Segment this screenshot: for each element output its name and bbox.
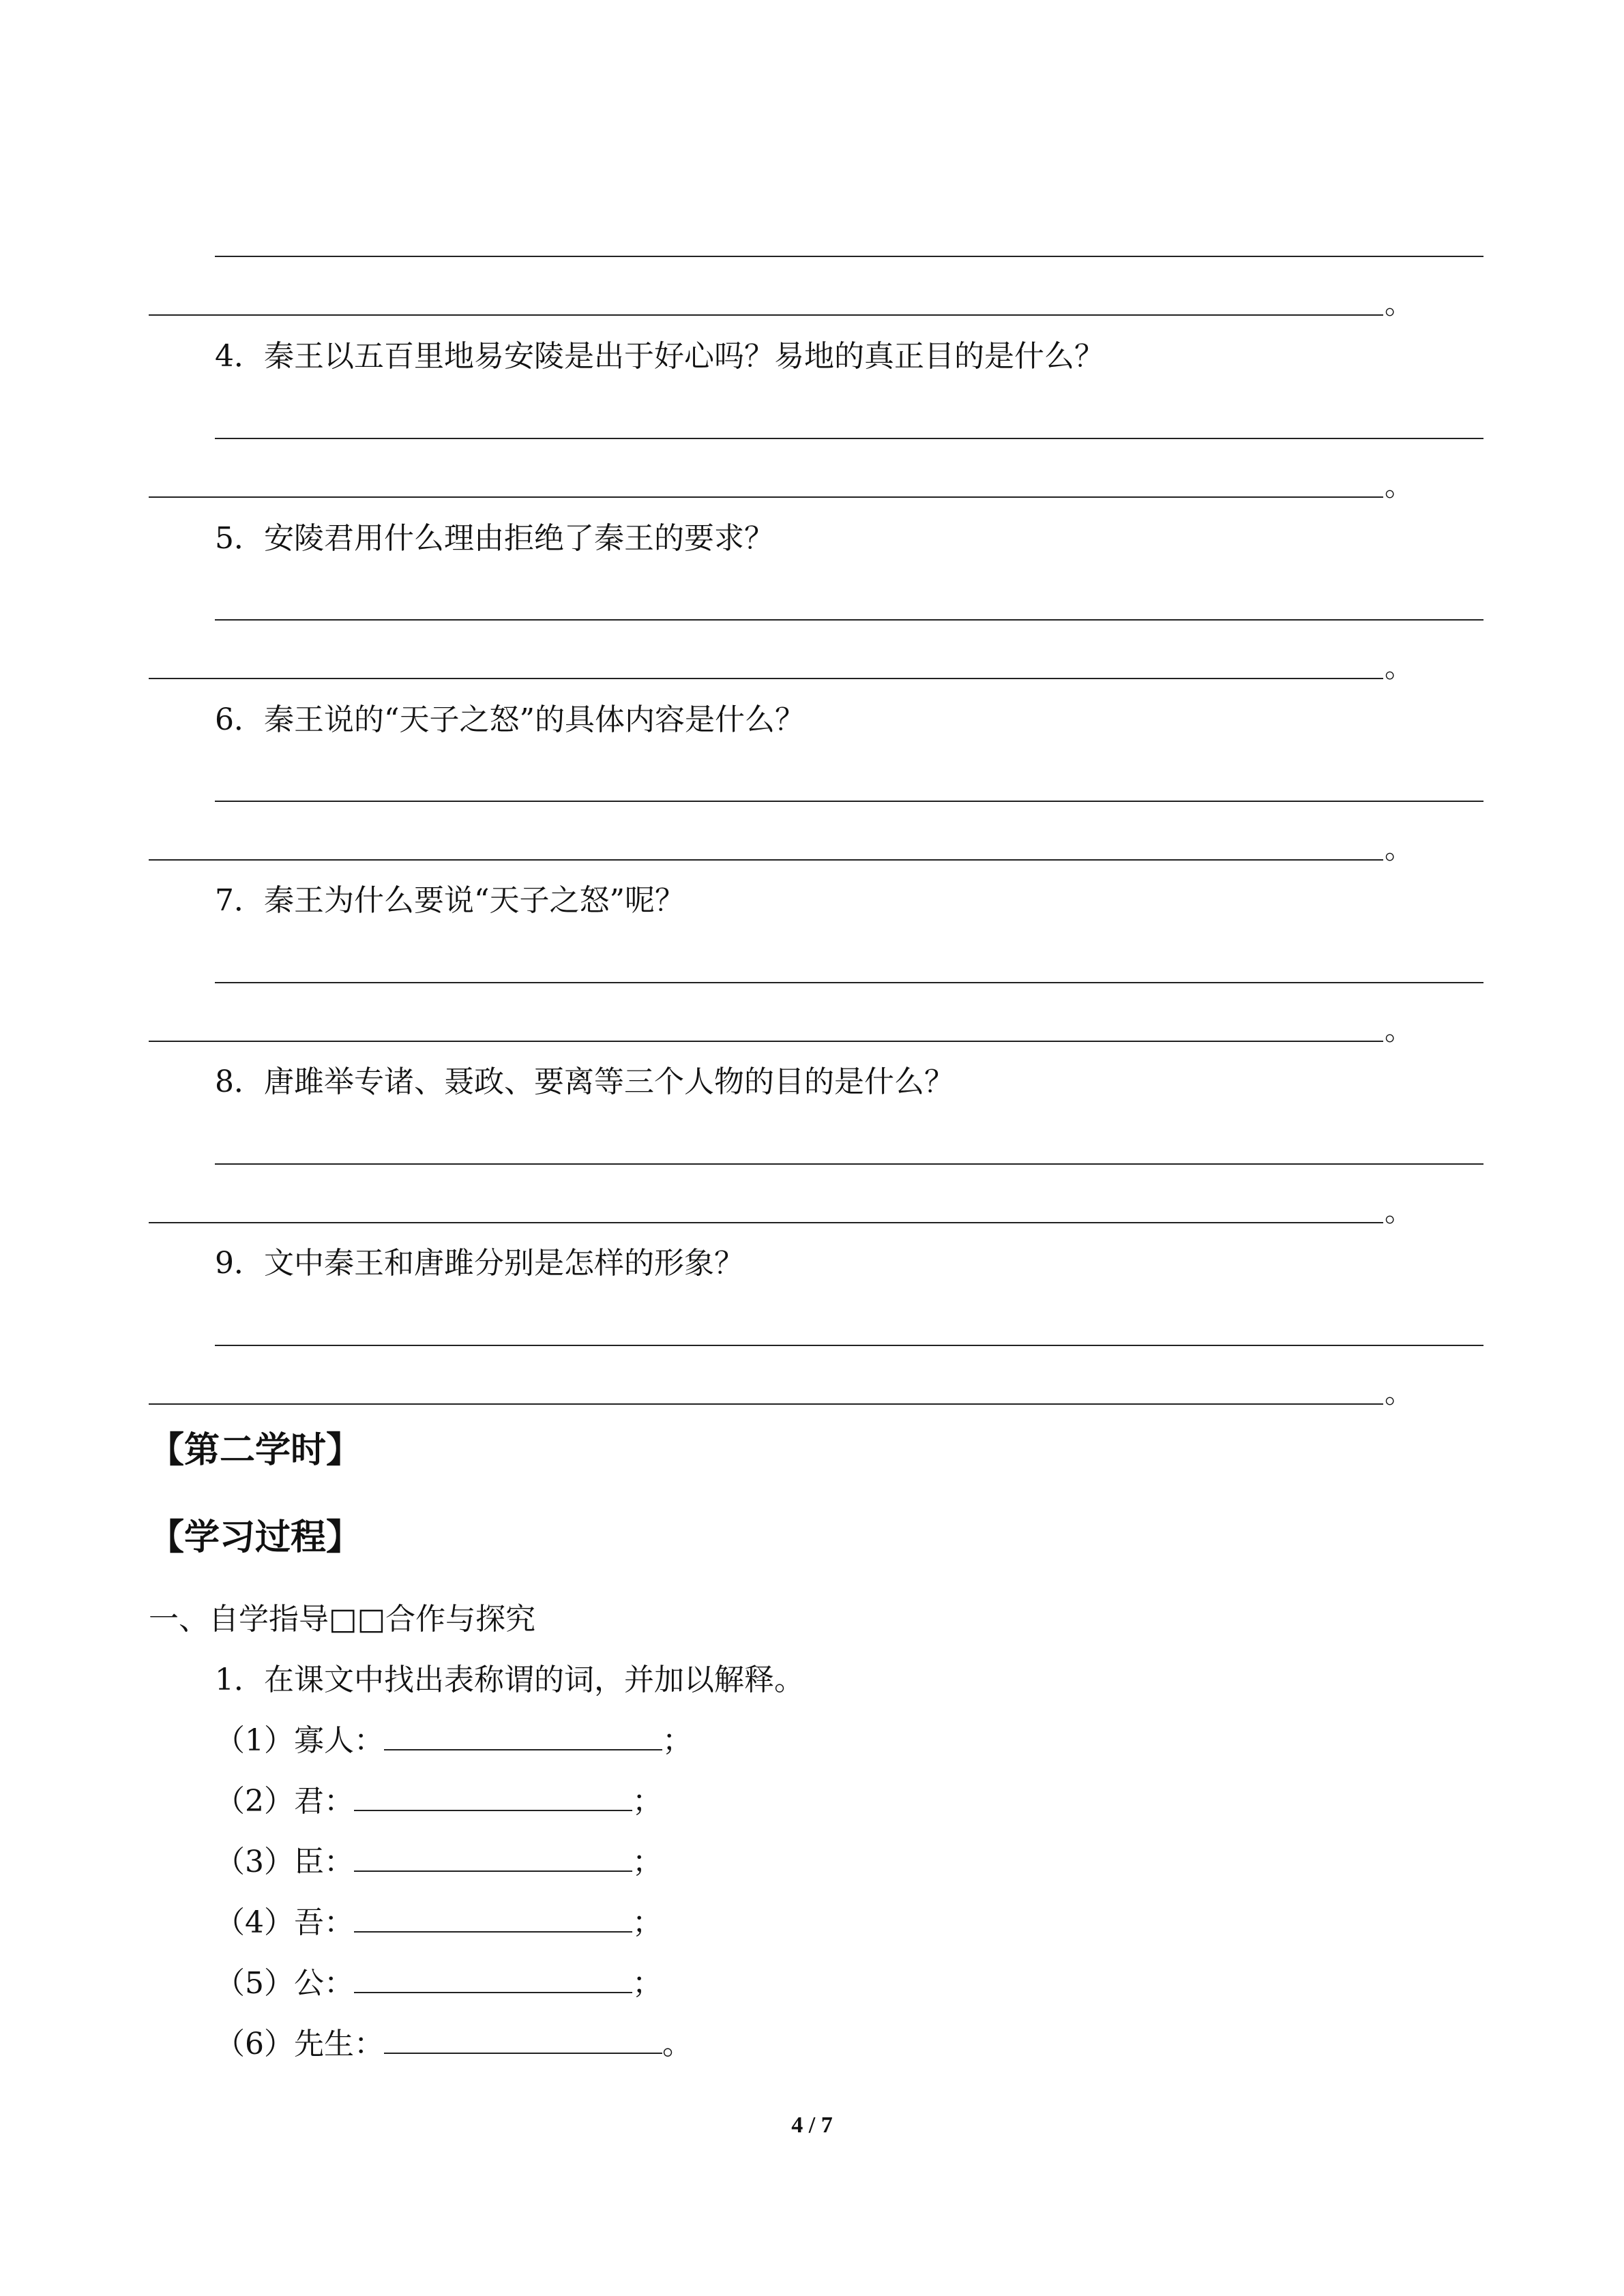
answer-line xyxy=(149,859,1383,861)
page-number: 4 / 7 xyxy=(791,2113,833,2138)
answer-line xyxy=(149,314,1383,316)
section-header-second-period: 【第二学时】 xyxy=(149,1430,362,1471)
term-item xyxy=(215,1843,662,1881)
answer-end-mark: 。 xyxy=(1385,1013,1414,1047)
question-6: 6．秦王说的“天子之怒”的具体内容是什么？ xyxy=(215,702,805,737)
answer-line xyxy=(215,801,1483,802)
term-blank[interactable] xyxy=(354,1904,632,1933)
question-7: 7．秦王为什么要说“天子之怒”呢？ xyxy=(215,883,685,918)
answer-end-mark: 。 xyxy=(1385,1376,1414,1410)
term-label: （4）吾： xyxy=(215,1905,354,1940)
term-blank[interactable] xyxy=(354,1783,632,1811)
term-end-mark: ； xyxy=(632,1784,662,1819)
term-label: （1）寡人： xyxy=(215,1723,384,1758)
term-item xyxy=(215,1904,662,1942)
part-one-title: 一、自学指导□□合作与探究 xyxy=(149,1602,536,1637)
answer-line xyxy=(149,1403,1383,1405)
term-label: （3）臣： xyxy=(215,1845,354,1879)
term-label: （5）公： xyxy=(215,1966,354,2001)
answer-line xyxy=(149,678,1383,679)
answer-line xyxy=(215,982,1483,983)
term-item xyxy=(215,1722,692,1760)
term-end-mark: 。 xyxy=(662,2027,692,2061)
term-end-mark: ； xyxy=(632,1905,662,1940)
question-9: 9．文中秦王和唐雎分别是怎样的形象？ xyxy=(215,1246,744,1281)
answer-line xyxy=(215,438,1483,439)
answer-end-mark: 。 xyxy=(1385,832,1414,865)
term-item xyxy=(215,1783,662,1821)
term-item xyxy=(215,2025,692,2063)
question-8: 8．唐雎举专诸、聂政、要离等三个人物的目的是什么？ xyxy=(215,1064,954,1099)
answer-line xyxy=(215,619,1483,621)
answer-line xyxy=(215,1345,1483,1346)
question-4: 4．秦王以五百里地易安陵是出于好心吗？易地的真正目的是什么？ xyxy=(215,339,1104,374)
task-one: 1．在课文中找出表称谓的词，并加以解释。 xyxy=(215,1663,804,1697)
answer-line xyxy=(215,256,1483,257)
term-blank[interactable] xyxy=(354,1843,632,1872)
term-label: （2）君： xyxy=(215,1784,354,1819)
answer-end-mark: 。 xyxy=(1385,651,1414,684)
section-header-learning-process: 【学习过程】 xyxy=(149,1517,362,1558)
term-end-mark: ； xyxy=(632,1966,662,2001)
answer-end-mark: 。 xyxy=(1385,1195,1414,1228)
term-blank[interactable] xyxy=(384,2025,662,2054)
answer-line xyxy=(215,1163,1483,1165)
answer-end-mark: 。 xyxy=(1385,287,1414,320)
term-end-mark: ； xyxy=(662,1723,692,1758)
question-5: 5．安陵君用什么理由拒绝了秦王的要求？ xyxy=(215,521,774,556)
term-item xyxy=(215,1965,662,2003)
term-blank[interactable] xyxy=(384,1722,662,1750)
term-label: （6）先生： xyxy=(215,2027,384,2061)
term-blank[interactable] xyxy=(354,1965,632,1993)
answer-line xyxy=(149,1222,1383,1223)
answer-line xyxy=(149,1041,1383,1042)
answer-end-mark: 。 xyxy=(1385,469,1414,503)
term-end-mark: ； xyxy=(632,1845,662,1879)
answer-line xyxy=(149,496,1383,498)
